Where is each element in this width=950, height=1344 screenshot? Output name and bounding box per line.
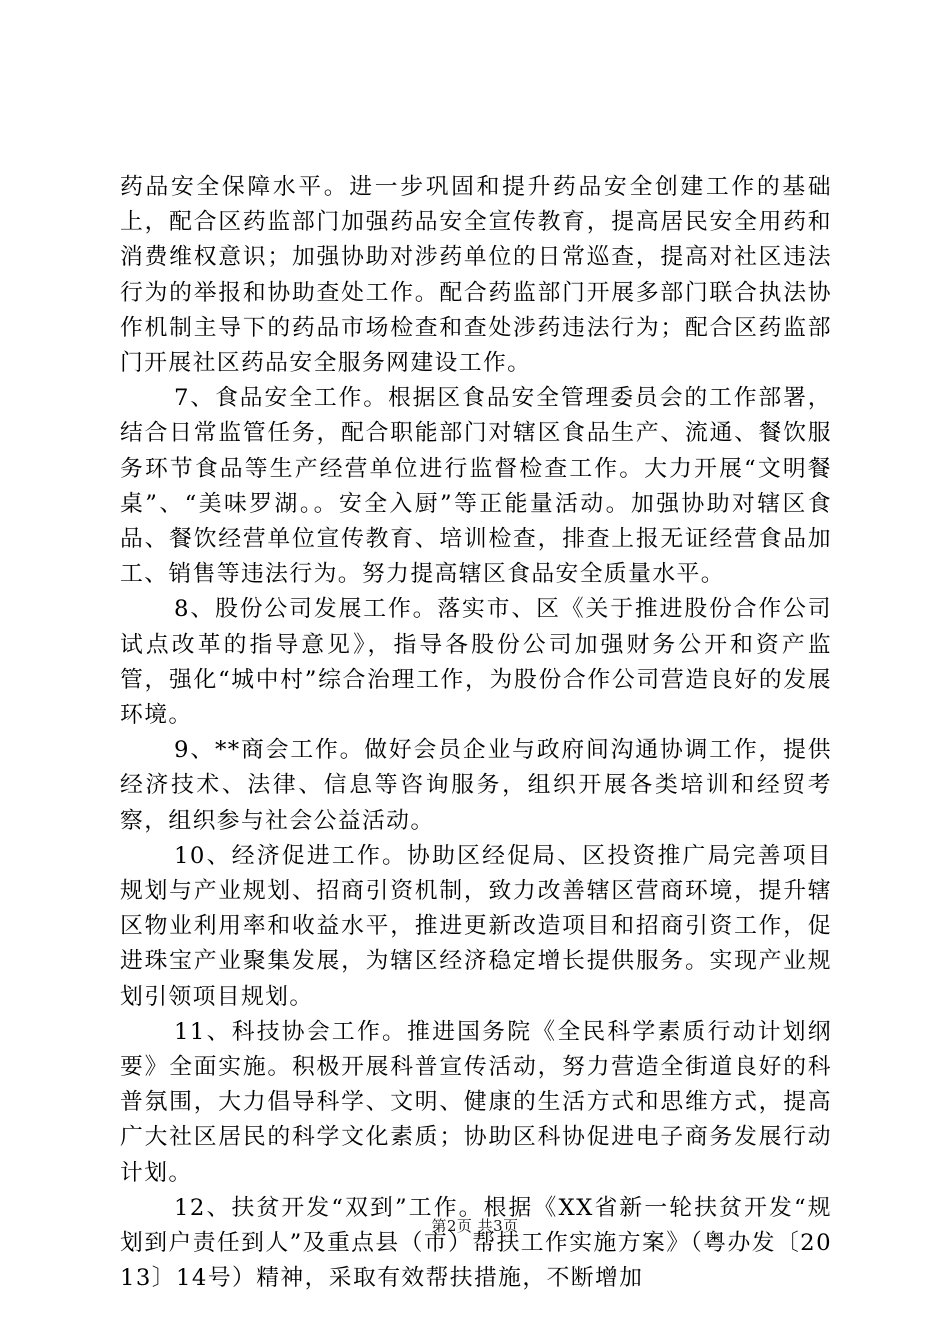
paragraph-food-safety: 7、食品安全工作。根据区食品安全管理委员会的工作部署，结合日常监管任务，配合职能部门对辖区食品生产、流通、餐饮服务环节食品等生产经营单位进行监督检查工作。大力开展“文明餐桌”、“美味罗湖。。安全入厨”等正能量活动。加强协助对辖区食品、餐饮经营单位宣传教育、培训检查，排查上报无证经营食品加工、销售等违法行为。努力提高辖区食品安全质量水平。	[120, 385, 832, 588]
paragraph-economic-promotion: 10、经济促进工作。协助区经促局、区投资推广局完善项目规划与产业规划、招商引资机制，致力改善辖区营商环境，提升辖区物业利用率和收益水平，推进更新改造项目和招商引资工作，促进珠宝产业聚集发展，为辖区经济稳定增长提供服务。实现产业规划引领项目规划。	[120, 842, 832, 1010]
paragraph-drug-safety: 药品安全保障水平。进一步巩固和提升药品安全创建工作的基础上，配合区药监部门加强药品安全宣传教育，提高居民安全用药和消费维权意识；加强协助对涉药单位的日常巡查，提高对社区违法行为的举报和协助查处工作。配合药监部门开展多部门联合执法协作机制主导下的药品市场检查和查处涉药违法行为；配合区药监部门开展社区药品安全服务网建设工作。	[120, 174, 832, 377]
paragraph-poverty-alleviation: 12、扶贫开发“双到”工作。根据《XX省新一轮扶贫开发“规划到户责任到人”及重点县（市）帮扶工作实施方案》（粤办发〔2013〕14号）精神，采取有效帮扶措施，不断增加	[120, 1194, 832, 1292]
paragraph-science-association: 11、科技协会工作。推进国务院《全民科学素质行动计划纲要》全面实施。积极开展科普宣传活动，努力营造全街道良好的科普氛围，大力倡导科学、文明、健康的生活方式和思维方式，提高广大社区居民的科学文化素质；协助区科协促进电子商务发展行动计划。	[120, 1018, 832, 1186]
paragraph-shareholding-company: 8、股份公司发展工作。落实市、区《关于推进股份合作公司试点改革的指导意见》，指导各股份公司加强财务公开和资产监管，强化“城中村”综合治理工作，为股份合作公司营造良好的发展环境。	[120, 596, 832, 729]
paragraph-chamber-of-commerce: 9、**商会工作。做好会员企业与政府间沟通协调工作，提供经济技术、法律、信息等咨询服务，组织开展各类培训和经贸考察，组织参与社会公益活动。	[120, 737, 832, 834]
document-body	[120, 170, 832, 1297]
page-footer: 第2页 共3页	[431, 1217, 519, 1235]
